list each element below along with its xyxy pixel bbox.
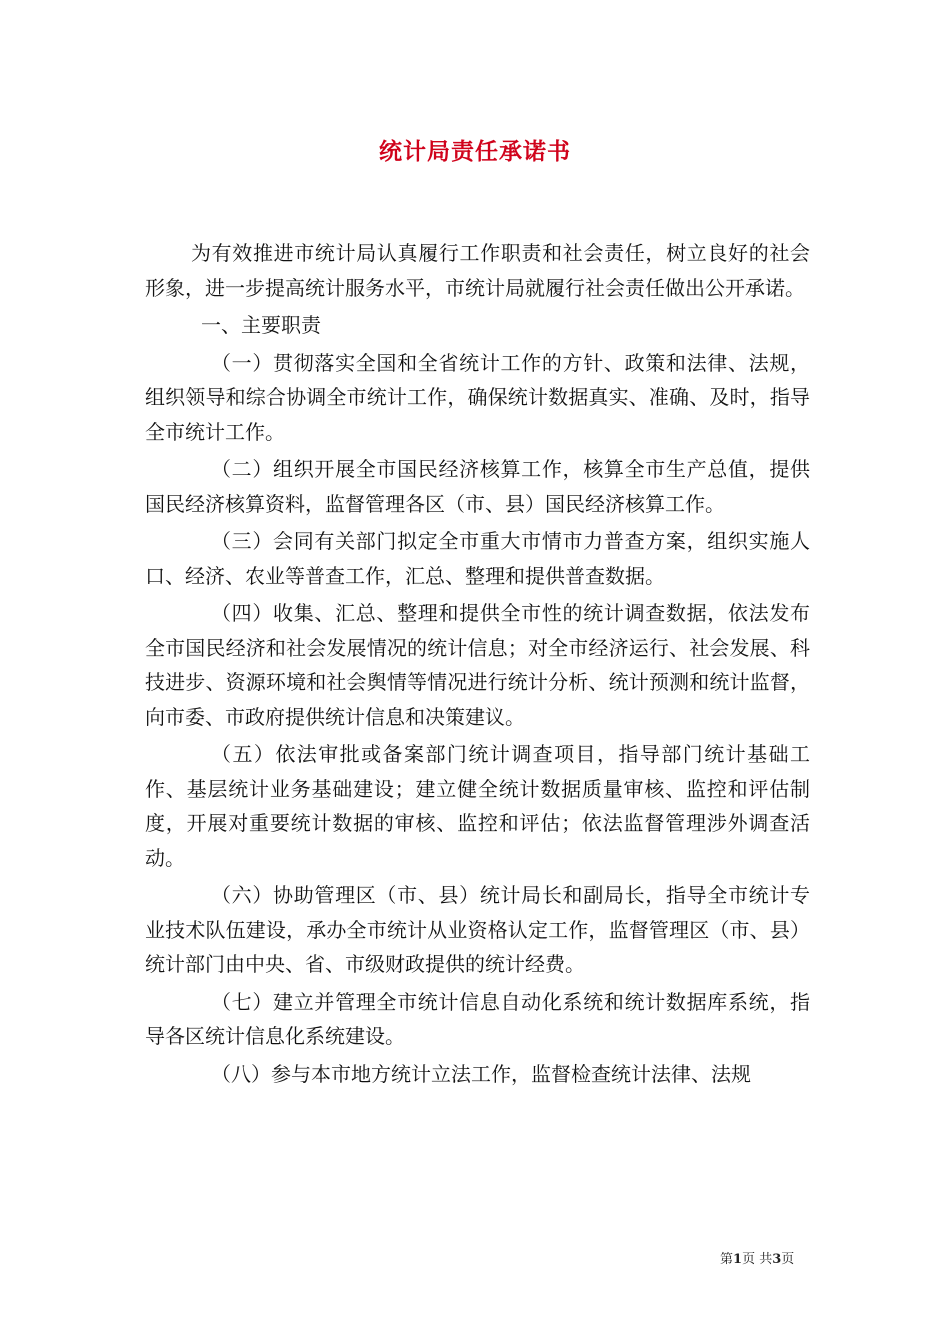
footer-suffix: 页	[781, 1252, 795, 1267]
footer-current-page: 1	[733, 1252, 743, 1267]
duty-item-4: （四）收集、汇总、整理和提供全市性的统计调查数据，依法发布全市国民经济和社会发展情况的统计信息；对全市经济运行、社会发展、科技进步、资源环境和社会舆情等情况进行统计分析、统计预测和统计监督，向市委、市政府提供统计信息和决策建议。	[145, 601, 810, 729]
footer-total-pages: 3	[772, 1252, 782, 1267]
duty-item-7: （七）建立并管理全市统计信息自动化系统和统计数据库系统，指导各区统计信息化系统建设。	[145, 989, 810, 1048]
intro-paragraph: 为有效推进市统计局认真履行工作职责和社会责任，树立良好的社会形象，进一步提高统计服务水平，市统计局就履行社会责任做出公开承诺。	[145, 241, 810, 300]
document-title: 统计局责任承诺书	[379, 138, 571, 165]
duty-item-8: （八）参与本市地方统计立法工作，监督检查统计法律、法规	[211, 1061, 751, 1086]
footer-middle: 页 共	[742, 1252, 773, 1267]
duty-item-6: （六）协助管理区（市、县）统计局长和副局长，指导全市统计专业技术队伍建设，承办全市统计从业资格认定工作，监督管理区（市、县）统计部门由中央、省、市级财政提供的统计经费。	[145, 883, 810, 976]
duty-item-1: （一）贯彻落实全国和全省统计工作的方针、政策和法律、法规，组织领导和综合协调全市统计工作，确保统计数据真实、准确、及时，指导全市统计工作。	[145, 350, 810, 444]
footer-prefix: 第	[720, 1252, 734, 1267]
duty-item-2: （二）组织开展全市国民经济核算工作，核算全市生产总值，提供国民经济核算资料，监督管理各区（市、县）国民经济核算工作。	[145, 457, 810, 516]
duty-item-5: （五）依法审批或备案部门统计调查项目，指导部门统计基础工作、基层统计业务基础建设；建立健全统计数据质量审核、监控和评估制度，开展对重要统计数据的审核、监控和评估；依法监督管理涉外调查活动。	[145, 742, 810, 870]
page-number-footer	[720, 1248, 840, 1267]
document-body	[145, 236, 810, 1094]
section-heading: 一、主要职责	[201, 313, 321, 337]
duty-item-3: （三）会同有关部门拟定全市重大市情市力普查方案，组织实施人口、经济、农业等普查工作，汇总、整理和提供普查数据。	[145, 529, 810, 588]
